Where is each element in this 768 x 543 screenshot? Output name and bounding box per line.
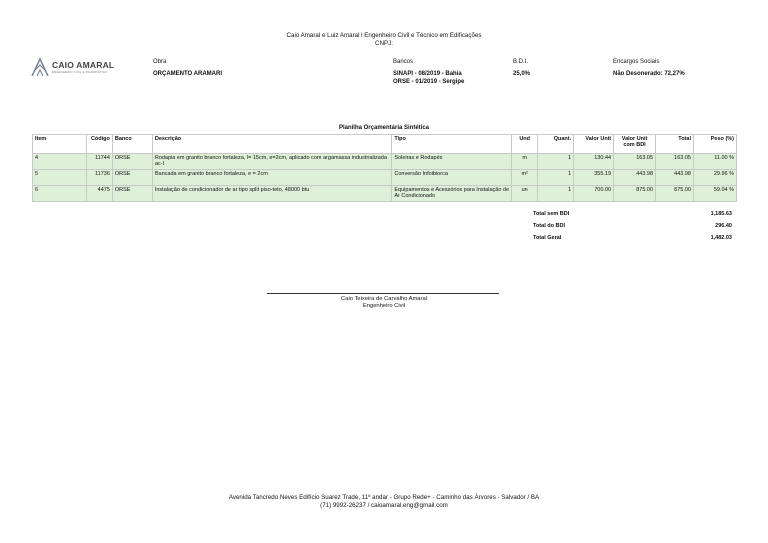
bdi-value: 25,0% (513, 71, 531, 77)
total-sem-bdi-row (533, 211, 732, 223)
cell-valor-unit: 355.19 (574, 170, 614, 186)
bancos-label: Bancos (393, 59, 414, 65)
cell-valor-unit: 700.00 (574, 186, 614, 202)
total-do-bdi-value: 296.40 (715, 223, 732, 229)
document-header (0, 32, 768, 48)
total-geral-row (533, 235, 732, 247)
total-geral-value: 1,482.03 (710, 235, 732, 241)
cell-tipo: Conversão Infoibiorca (392, 170, 512, 186)
cell-tipo: Soleiras e Rodapés (392, 154, 512, 170)
table-row (33, 186, 737, 202)
table-header-row (33, 135, 737, 154)
total-do-bdi-row (533, 223, 732, 235)
logo-name: CAIO AMARAL (52, 60, 115, 70)
cell-und: un (512, 186, 538, 202)
col-tipo: Tipo (392, 135, 512, 154)
col-peso: Peso (%) (693, 135, 736, 154)
col-codigo: Código (86, 135, 112, 154)
cell-descricao: Rodapia em granito branco fortaleza, l= 15cm, e=2cm, aplicado com argamassa industrializada ac-I (152, 154, 392, 170)
encargos-value: Não Desonerado: 72,27% (613, 71, 685, 77)
cell-item: 4 (33, 154, 87, 170)
col-quant: Quant. (538, 135, 574, 154)
info-encargos (613, 58, 685, 78)
obra-value: ORÇAMENTO ARAMARI (153, 71, 222, 77)
cell-codigo: 11736 (86, 170, 112, 186)
logo-mark-icon (30, 56, 50, 78)
company-logo (30, 56, 120, 78)
footer-address: Avenida Tancredo Neves Edifício Suarez Trade, 11º andar - Grupo Rede+ - Caminho das Árvores - Salvador / BA (228, 494, 540, 501)
cell-banco: ORSE (112, 154, 152, 170)
sheet-title: Planilha Orçamentária Sintética (338, 125, 430, 131)
cell-item: 5 (33, 170, 87, 186)
cell-quant: 1 (538, 186, 574, 202)
header-company-line: Caio Amaral e Luiz Amaral l Engenheiro Civil e Técnico em Edificações (286, 32, 482, 39)
col-total: Total (656, 135, 694, 154)
page-footer (0, 494, 768, 510)
col-und: Und (512, 135, 538, 154)
cell-und: m² (512, 170, 538, 186)
bdi-label: B.D.I. (513, 59, 529, 65)
cell-peso: 59.04 % (693, 186, 736, 202)
cell-codigo: 4475 (86, 186, 112, 202)
cell-valor-unit-bdi: 875.00 (614, 186, 656, 202)
info-obra (153, 58, 222, 78)
bancos-value-sinapi: SINAPI - 08/2019 - Bahia (393, 71, 462, 77)
cell-item: 6 (33, 186, 87, 202)
footer-contact: (71) 9992-26237 / caioamaral.eng@gmail.com (320, 502, 448, 509)
col-valor-unit: Valor Unit (574, 135, 614, 154)
cell-total: 163.05 (656, 154, 694, 170)
total-do-bdi-label: Total do BDI (533, 223, 565, 229)
cell-valor-unit: 130.44 (574, 154, 614, 170)
total-geral-label: Total Geral (533, 235, 562, 241)
cell-peso: 29.96 % (693, 170, 736, 186)
totals-block (533, 211, 732, 247)
encargos-label: Encargos Sociais (613, 59, 660, 65)
cell-quant: 1 (538, 170, 574, 186)
cell-peso: 11.00 % (693, 154, 736, 170)
cell-banco: ORSE (112, 186, 152, 202)
cell-descricao: Instalação de condicionador de ar tipo split piso-teto, 48000 btu (152, 186, 392, 202)
table-row (33, 154, 737, 170)
header-cnpj-line: CNPJ: (375, 40, 393, 47)
col-banco: Banco (112, 135, 152, 154)
signature-name: Caio Teixeira de Carvalho Amaral (341, 296, 427, 302)
cell-und: m (512, 154, 538, 170)
total-sem-bdi-label: Total sem BDI (533, 211, 570, 217)
info-bancos (393, 58, 464, 86)
cell-total: 443.98 (656, 170, 694, 186)
obra-label: Obra (153, 59, 167, 65)
cell-valor-unit-bdi: 163.05 (614, 154, 656, 170)
cell-quant: 1 (538, 154, 574, 170)
col-item: Item (33, 135, 87, 154)
cell-banco: ORSE (112, 170, 152, 186)
col-valor-unit-bdi: Valor Unit com BDI (614, 135, 656, 154)
col-descricao: Descrição (152, 135, 392, 154)
cell-valor-unit-bdi: 443.98 (614, 170, 656, 186)
signature-role: Engenheiro Civil (362, 303, 406, 309)
total-sem-bdi-value: 1,185.63 (710, 211, 732, 217)
info-bdi (513, 58, 530, 78)
bancos-value-orse: ORSE - 01/2019 - Sergipe (393, 79, 465, 85)
cell-codigo: 11744 (86, 154, 112, 170)
budget-table (32, 134, 737, 202)
signature-line (267, 293, 499, 294)
signature-block (0, 296, 768, 310)
table-row (33, 170, 737, 186)
logo-tagline: ENGENHEIRO CIVIL E DIAGNÓSTICO (52, 70, 108, 74)
cell-tipo: Equipamentos e Acessórios para Instalação de Ar Condicionado (392, 186, 512, 202)
cell-descricao: Bancada em granito branco fortaleza, e = 2cm (152, 170, 392, 186)
cell-total: 875.00 (656, 186, 694, 202)
